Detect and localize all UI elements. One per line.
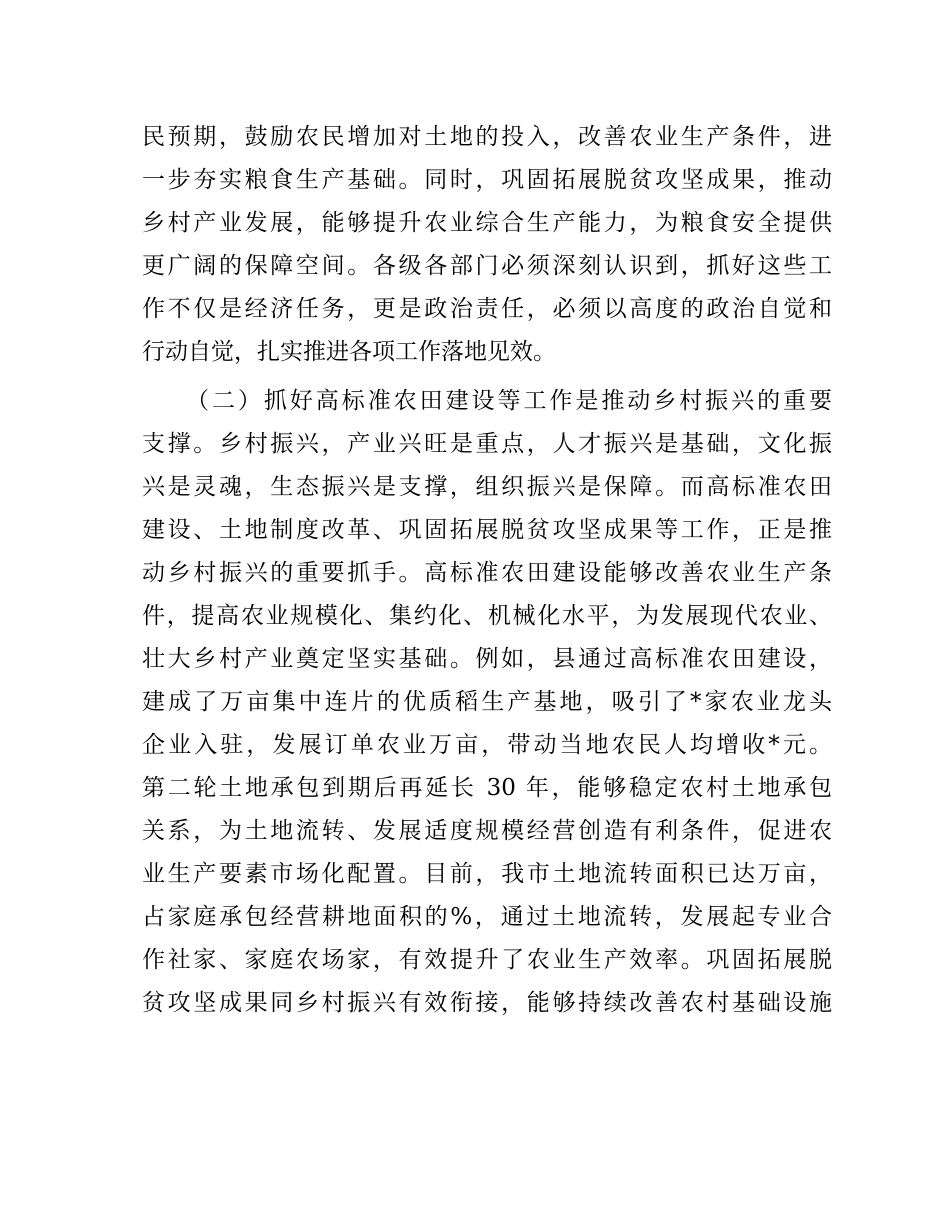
paragraph-line: 一步夯实粮食生产基础。同时，巩固拓展脱贫攻坚成果，推动 (142, 167, 832, 193)
paragraph-line: 作社家、家庭农场家，有效提升了农业生产效率。巩固拓展脱 (142, 947, 832, 973)
paragraph-line: 乡村产业发展，能够提升农业综合生产能力，为粮食安全提供 (142, 210, 832, 236)
paragraph-1 (142, 116, 832, 374)
section-heading-line: （二）抓好高标准农田建设等工作是推动乡村振兴的重要 (186, 388, 832, 414)
paragraph-2 (142, 380, 832, 1025)
paragraph-line: 支撑。乡村振兴，产业兴旺是重点，人才振兴是基础，文化振 (142, 431, 832, 457)
paragraph-line: 民预期，鼓励农民增加对土地的投入，改善农业生产条件，进 (142, 124, 832, 150)
paragraph-line: 建成了万亩集中连片的优质稻生产基地，吸引了*家农业龙头 (142, 689, 832, 715)
paragraph-line: 兴是灵魂，生态振兴是支撑，组织振兴是保障。而高标准农田 (142, 474, 832, 500)
paragraph-line: 动乡村振兴的重要抓手。高标准农田建设能够改善农业生产条 (142, 560, 832, 586)
paragraph-line: 建设、土地制度改革、巩固拓展脱贫攻坚成果等工作，正是推 (142, 517, 832, 543)
paragraph-line: 件，提高农业规模化、集约化、机械化水平，为发展现代农业、 (142, 603, 832, 629)
paragraph-line: 贫攻坚成果同乡村振兴有效衔接，能够持续改善农村基础设施 (142, 990, 832, 1016)
paragraph-line: 占家庭承包经营耕地面积的%，通过土地流转，发展起专业合 (142, 904, 832, 930)
paragraph-line: 关系，为土地流转、发展适度规模经营创造有利条件，促进农 (142, 818, 832, 844)
paragraph-line: 第二轮土地承包到期后再延长 30 年，能够稳定农村土地承包 (142, 775, 832, 801)
paragraph-line: 作不仅是经济任务，更是政治责任，必须以高度的政治自觉和 (142, 296, 832, 322)
paragraph-line: 行动自觉，扎实推进各项工作落地见效。 (142, 339, 556, 365)
paragraph-line: 壮大乡村产业奠定坚实基础。例如，县通过高标准农田建设， (142, 646, 832, 672)
paragraph-line: 企业入驻，发展订单农业万亩，带动当地农民人均增收*元。 (142, 732, 832, 758)
paragraph-line: 业生产要素市场化配置。目前，我市土地流转面积已达万亩， (142, 861, 832, 887)
paragraph-line: 更广阔的保障空间。各级各部门必须深刻认识到，抓好这些工 (142, 253, 832, 279)
